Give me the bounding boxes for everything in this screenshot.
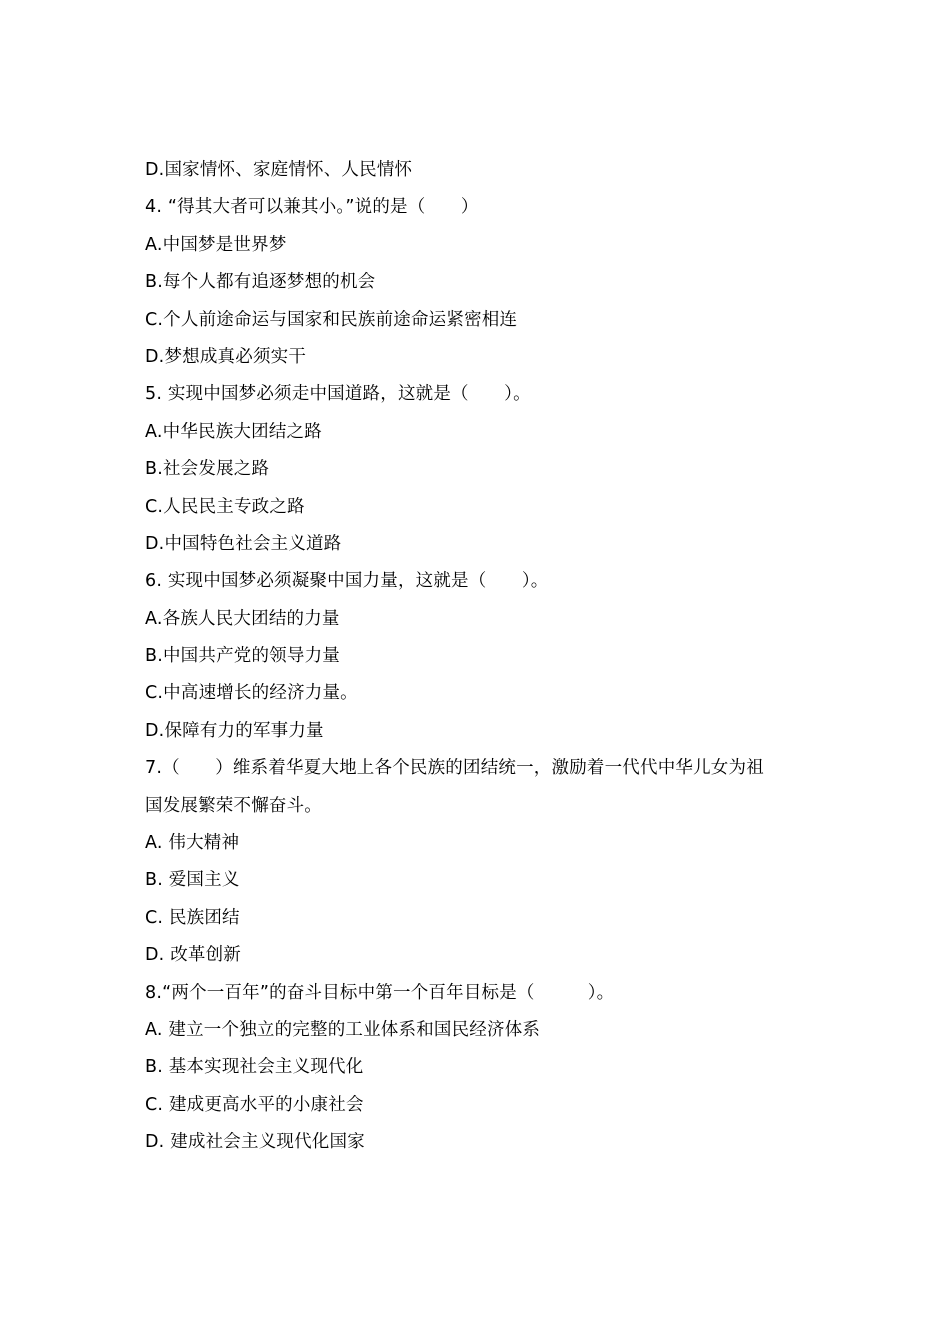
q8-option-b: B. 基本实现社会主义现代化 (145, 1057, 364, 1078)
q4-stem: 4. “得其大者可以兼其小。”说的是（ ） (145, 197, 479, 218)
q6-option-c: C.中高速增长的经济力量。 (145, 683, 358, 704)
q6-option-d: D.保障有力的军事力量 (145, 720, 324, 741)
q7-stem-line-2: 国发展繁荣不懈奋斗。 (145, 795, 322, 816)
q4-option-d: D.梦想成真必须实干 (145, 346, 307, 367)
q7-option-a: A. 伟大精神 (145, 833, 240, 854)
q3-option-d: D.国家情怀、家庭情怀、人民情怀 (145, 160, 413, 180)
q8-option-d: D. 建成社会主义现代化国家 (145, 1132, 365, 1153)
q6-option-a: A.各族人民大团结的力量 (145, 608, 340, 629)
q7-option-b: B. 爱国主义 (145, 870, 240, 891)
q5-option-b: B.社会发展之路 (145, 459, 270, 480)
q5-option-d: D.中国特色社会主义道路 (145, 533, 342, 554)
q8-option-c: C. 建成更高水平的小康社会 (145, 1094, 364, 1115)
q5-option-c: C.人民民主专政之路 (145, 496, 305, 517)
q4-option-b: B.每个人都有追逐梦想的机会 (145, 272, 376, 293)
q8-stem: 8.“两个一百年”的奋斗目标中第一个百年目标是（ ）。 (145, 982, 615, 1003)
q7-stem-line-1: 7.（ ）维系着华夏大地上各个民族的团结统一，激励着一代代中华儿女为祖 (145, 758, 764, 779)
document-page (145, 152, 845, 1162)
q5-stem: 5. 实现中国梦必须走中国道路，这就是（ ）。 (145, 384, 531, 405)
q6-stem: 6. 实现中国梦必须凝聚中国力量，这就是（ ）。 (145, 571, 549, 592)
q5-option-a: A.中华民族大团结之路 (145, 421, 322, 442)
q4-option-c: C.个人前途命运与国家和民族前途命运紧密相连 (145, 309, 518, 330)
q7-option-c: C. 民族团结 (145, 907, 240, 928)
q8-option-a: A. 建立一个独立的完整的工业体系和国民经济体系 (145, 1019, 541, 1040)
q7-option-d: D. 改革创新 (145, 945, 242, 966)
q6-option-b: B.中国共产党的领导力量 (145, 646, 340, 667)
q4-option-a: A.中国梦是世界梦 (145, 234, 287, 255)
